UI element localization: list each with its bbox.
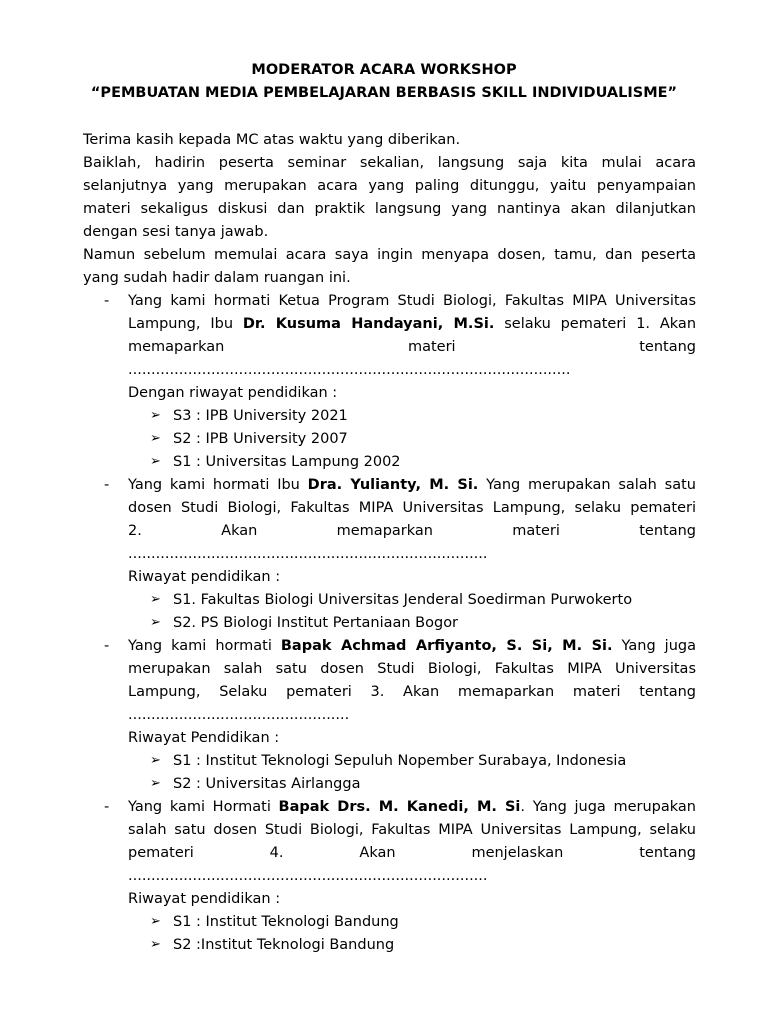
arrow-bullet-icon: ➢ bbox=[150, 454, 161, 469]
edu-item: S3 : IPB University 2021 bbox=[173, 408, 348, 424]
intro-line: Terima kasih kepada MC atas waktu yang diberikan. bbox=[83, 132, 461, 148]
intro-line: Namun sebelum memulai acara saya ingin menyapa dosen, tamu, dan peserta bbox=[83, 247, 696, 263]
speaker-3-edu-heading: Riwayat Pendidikan : bbox=[128, 730, 280, 746]
speaker-4-line bbox=[128, 797, 696, 817]
speaker-2-line: dosen Studi Biologi, Fakultas MIPA Universitas Lampung, selaku pemateri bbox=[128, 500, 696, 516]
text: Yang merupakan salah satu bbox=[478, 477, 696, 493]
speaker-4-dots: .............................................................................. bbox=[128, 868, 488, 884]
arrow-bullet-icon: ➢ bbox=[150, 937, 161, 952]
edu-item: S1. Fakultas Biologi Universitas Jenderal Soedirman Purwokerto bbox=[173, 592, 633, 608]
list-dash: - bbox=[104, 638, 110, 654]
arrow-bullet-icon: ➢ bbox=[150, 408, 161, 423]
edu-item: S2 : IPB University 2007 bbox=[173, 431, 348, 447]
list-dash: - bbox=[104, 477, 110, 493]
intro-line: dengan sesi tanya jawab. bbox=[83, 224, 269, 240]
text: selaku pemateri 1. Akan bbox=[494, 316, 697, 332]
edu-item: S2 :Institut Teknologi Bandung bbox=[173, 937, 395, 953]
list-dash: - bbox=[104, 799, 110, 815]
intro-line: materi sekaligus diskusi dan praktik langsung yang nantinya akan dilanjutkan bbox=[83, 201, 696, 217]
speaker-4-edu-heading: Riwayat pendidikan : bbox=[128, 891, 281, 907]
intro-line: yang sudah hadir dalam ruangan ini. bbox=[83, 270, 351, 286]
arrow-bullet-icon: ➢ bbox=[150, 776, 161, 791]
edu-item: S1 : Institut Teknologi Sepuluh Nopember Surabaya, Indonesia bbox=[173, 753, 627, 769]
speaker-2-line: 2. Akan memaparkan materi tentang bbox=[128, 523, 696, 539]
speaker-2-line bbox=[128, 475, 696, 495]
text: Yang juga bbox=[612, 638, 696, 654]
speaker-4-name: Bapak Drs. M. Kanedi, M. Si bbox=[278, 799, 521, 815]
text: Yang kami Hormati bbox=[128, 799, 279, 815]
list-dash: - bbox=[104, 293, 110, 309]
speaker-1-name: Dr. Kusuma Handayani, M.Si. bbox=[242, 316, 495, 332]
speaker-1-line bbox=[128, 314, 696, 334]
edu-item: S2. PS Biologi Institut Pertaniaan Bogor bbox=[173, 615, 459, 631]
arrow-bullet-icon: ➢ bbox=[150, 753, 161, 768]
speaker-2-dots: .............................................................................. bbox=[128, 546, 488, 562]
speaker-1-line: Yang kami hormati Ketua Program Studi Biologi, Fakultas MIPA Universitas bbox=[128, 293, 696, 309]
speaker-2-name: Dra. Yulianty, M. Si. bbox=[307, 477, 479, 493]
speaker-3-dots: ................................................ bbox=[128, 707, 350, 723]
text: Yang kami hormati bbox=[128, 638, 281, 654]
document-subtitle: “PEMBUATAN MEDIA PEMBELAJARAN BERBASIS SKILL INDIVIDUALISME” bbox=[90, 85, 678, 101]
text: . Yang juga merupakan bbox=[520, 799, 696, 815]
text: Yang kami hormati Ibu bbox=[128, 477, 308, 493]
speaker-3-line: Lampung, Selaku pemateri 3. Akan memaparkan materi tentang bbox=[128, 684, 696, 700]
intro-line: selanjutnya yang merupakan acara yang paling ditunggu, yaitu penyampaian bbox=[83, 178, 696, 194]
document-title: MODERATOR ACARA WORKSHOP bbox=[251, 62, 517, 78]
speaker-3-line: merupakan salah satu dosen Studi Biologi, Fakultas MIPA Universitas bbox=[128, 661, 696, 677]
speaker-2-edu-heading: Riwayat pendidikan : bbox=[128, 569, 281, 585]
arrow-bullet-icon: ➢ bbox=[150, 431, 161, 446]
edu-item: S1 : Universitas Lampung 2002 bbox=[173, 454, 401, 470]
speaker-4-line: pemateri 4. Akan menjelaskan tentang bbox=[128, 845, 696, 861]
text: Lampung, Ibu bbox=[128, 316, 243, 332]
speaker-1-dots: ................................................................................................ bbox=[128, 362, 571, 378]
arrow-bullet-icon: ➢ bbox=[150, 592, 161, 607]
intro-line: Baiklah, hadirin peserta seminar sekalian, langsung saja kita mulai acara bbox=[83, 155, 696, 171]
speaker-4-line: salah satu dosen Studi Biologi, Fakultas MIPA Universitas Lampung, selaku bbox=[128, 822, 696, 838]
speaker-1-edu-heading: Dengan riwayat pendidikan : bbox=[128, 385, 338, 401]
edu-item: S1 : Institut Teknologi Bandung bbox=[173, 914, 399, 930]
arrow-bullet-icon: ➢ bbox=[150, 914, 161, 929]
speaker-3-name: Bapak Achmad Arfiyanto, S. Si, M. Si. bbox=[280, 638, 613, 654]
speaker-1-line: memaparkan materi tentang bbox=[128, 339, 696, 355]
edu-item: S2 : Universitas Airlangga bbox=[173, 776, 361, 792]
arrow-bullet-icon: ➢ bbox=[150, 615, 161, 630]
speaker-3-line bbox=[128, 636, 696, 656]
